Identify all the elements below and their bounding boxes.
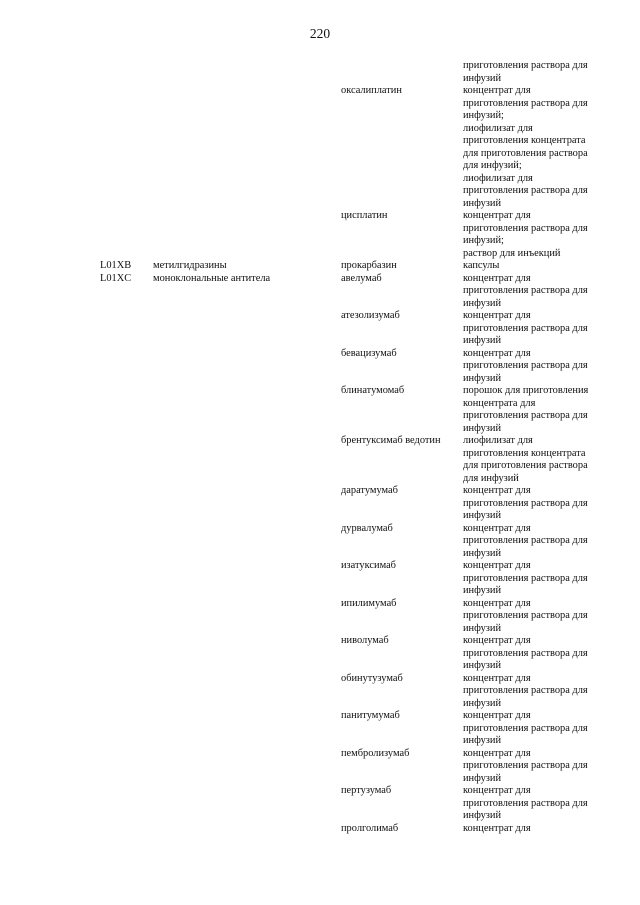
dosage-form-line: инфузий [463, 372, 502, 384]
dosage-form-line: инфузий [463, 810, 502, 821]
drug-name: обинутузумаб [341, 672, 403, 684]
dosage-form-line: инфузий [463, 772, 502, 784]
dosage-form-line: приготовления раствора для [463, 222, 588, 234]
dosage-form-line: приготовления раствора для [463, 322, 588, 334]
dosage-forms [463, 260, 598, 273]
drug-name: ниволумаб [341, 635, 389, 646]
dosage-form-line: приготовления раствора для [463, 610, 588, 621]
dosage-form-line: лиофилизат для [463, 435, 533, 446]
dosage-form-line: приготовления раствора для [463, 497, 588, 509]
dosage-form-line: для приготовления раствора [463, 460, 588, 471]
dosage-form-line: инфузий [463, 72, 502, 84]
dosage-forms [463, 485, 598, 523]
drug-name: атезолизумаб [341, 310, 400, 321]
dosage-form-line: приготовления раствора для [463, 685, 588, 696]
dosage-forms [463, 560, 598, 598]
dosage-form-line: концентрат для [463, 310, 531, 321]
dosage-forms [463, 748, 598, 786]
drug-name: ипилимумаб [341, 597, 397, 609]
dosage-form-line: приготовления раствора для [463, 647, 588, 659]
dosage-form-line: лиофилизат для [463, 172, 533, 184]
drug-name: блинатумомаб [341, 385, 405, 396]
dosage-form-line: инфузий [463, 735, 502, 746]
dosage-form-line: концентрат для [463, 710, 531, 721]
dosage-forms [463, 710, 598, 748]
dosage-form-line: концентрат для [463, 347, 531, 359]
drug-name: дурвалумаб [341, 522, 393, 534]
drug-name: авелумаб [341, 272, 382, 284]
dosage-forms [463, 348, 598, 386]
dosage-form-line: капсулы [463, 260, 500, 271]
dosage-form-line: инфузий [463, 510, 502, 521]
drug-name: пембролизумаб [341, 747, 410, 759]
pharmacological-group: моноклональные антитела [153, 272, 271, 284]
dosage-forms [463, 435, 598, 485]
dosage-form-line: приготовления раствора для [463, 760, 588, 771]
dosage-form-line: концентрат для [463, 560, 531, 571]
dosage-form-line: приготовления раствора для [463, 722, 588, 734]
dosage-form-line: концентрат для [463, 485, 531, 496]
dosage-form-line: инфузий [463, 547, 502, 559]
dosage-form-line: приготовления раствора для [463, 797, 588, 809]
dosage-form-line: концентрат для [463, 597, 531, 609]
dosage-form-line: приготовления концентрата [463, 135, 586, 146]
dosage-form-line: для приготовления раствора [463, 147, 588, 159]
dosage-form-line: инфузий [463, 697, 502, 709]
dosage-forms [463, 635, 598, 673]
dosage-forms [463, 310, 598, 348]
dosage-form-line: порошок для приготовления [463, 385, 589, 396]
dosage-form-line: концентрат для [463, 635, 531, 646]
dosage-form-line: инфузий; [463, 110, 504, 121]
dosage-form-line: приготовления раствора для [463, 572, 588, 584]
drug-name: пертузумаб [341, 785, 392, 796]
drug-name: даратумумаб [341, 485, 398, 496]
dosage-form-line: концентрат для [463, 210, 531, 221]
atc-code: L01XC [100, 272, 132, 284]
dosage-form-line: для инфузий [463, 472, 519, 484]
dosage-form-line: приготовления раствора для [463, 285, 588, 296]
dosage-form-line: концентрат для [463, 822, 531, 834]
drug-name: цисплатин [341, 210, 388, 221]
dosage-form-line: инфузий; [463, 235, 504, 246]
dosage-forms [463, 823, 598, 836]
dosage-form-line: концентрат для [463, 747, 531, 759]
pharmacological-group: метилгидразины [153, 260, 227, 271]
dosage-form-line: инфузий [463, 335, 502, 346]
dosage-form-line: приготовления раствора для [463, 97, 588, 109]
dosage-forms [463, 85, 598, 210]
dosage-form-line: концентрат для [463, 522, 531, 534]
dosage-form-line: приготовления концентрата [463, 447, 586, 459]
drug-name: прокарбазин [341, 260, 397, 271]
dosage-form-line: приготовления раствора для [463, 360, 588, 371]
dosage-forms [463, 673, 598, 711]
dosage-form-line: концентрат для [463, 272, 531, 284]
dosage-form-line: инфузий [463, 660, 502, 671]
dosage-forms [463, 523, 598, 561]
atc-code: L01XB [100, 260, 132, 271]
dosage-form-line: раствор для инъекций [463, 247, 561, 259]
drug-name: панитумумаб [341, 710, 400, 721]
dosage-form-line: инфузий [463, 585, 502, 596]
drug-name: брентуксимаб ведотин [341, 435, 441, 446]
dosage-forms [463, 385, 598, 435]
dosage-forms [463, 273, 598, 311]
dosage-form-line: лиофилизат для [463, 122, 533, 134]
dosage-form-line: концентрат для [463, 785, 531, 796]
dosage-form-line: приготовления раствора для [463, 60, 588, 71]
dosage-form-line: инфузий [463, 197, 502, 209]
dosage-forms [463, 60, 598, 85]
drug-name: оксалиплатин [341, 85, 402, 96]
dosage-forms [463, 598, 598, 636]
drug-name: бевацизумаб [341, 347, 397, 359]
dosage-forms [463, 210, 598, 260]
dosage-form-line: приготовления раствора для [463, 185, 588, 196]
dosage-forms [463, 785, 598, 823]
page-number: 220 [309, 26, 331, 41]
dosage-form-line: концентрат для [463, 672, 531, 684]
dosage-form-line: инфузий [463, 622, 502, 634]
dosage-form-line: приготовления раствора для [463, 535, 588, 546]
dosage-form-line: инфузий [463, 297, 502, 309]
drug-name: изатуксимаб [341, 560, 396, 571]
dosage-form-line: концентрат для [463, 85, 531, 96]
dosage-form-line: для инфузий; [463, 160, 522, 171]
dosage-form-line: инфузий [463, 422, 502, 434]
drug-name: пролголимаб [341, 822, 399, 834]
dosage-form-line: приготовления раствора для [463, 410, 588, 421]
dosage-form-line: концентрата для [463, 397, 536, 409]
